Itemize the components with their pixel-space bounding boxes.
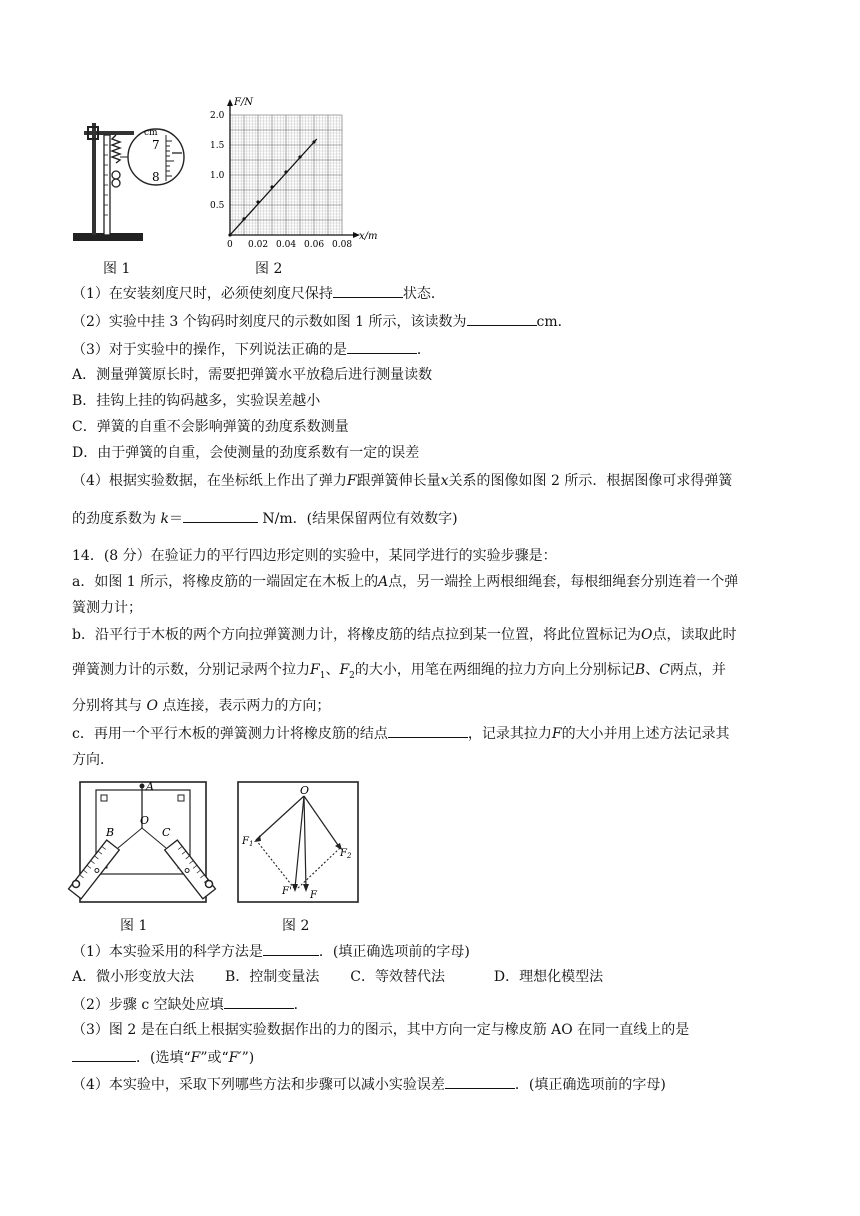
data-point — [256, 200, 259, 203]
answer-blank[interactable] — [467, 311, 537, 326]
force-f1-label: $F_1$ — [242, 836, 254, 848]
q14-step-a-line2: 簧测力计； — [72, 600, 142, 616]
q14-step-b-line3: 分别将其与 O 点连接，表示两力的方向； — [72, 698, 331, 714]
q14-step-c-line1: c．再用一个平行木板的弹簧测力计将橡皮筋的结点 ，记录其拉力F的大小并用上述方法记录其 — [72, 723, 730, 744]
data-point — [270, 185, 273, 188]
force-f-label: F — [310, 890, 317, 901]
answer-blank[interactable] — [263, 941, 319, 956]
answer-blank[interactable] — [224, 994, 294, 1009]
option-b: B．控制变量法 — [225, 969, 320, 985]
q14-sub4: （4）本实验中，采取下列哪些方法和步骤可以减小实验误差 ．(填正确选项前的字母) — [72, 1074, 666, 1095]
q13-part1: （1）在安装刻度尺时，必须使刻度尺保持 状态． — [72, 283, 445, 304]
answer-blank[interactable] — [388, 723, 468, 738]
q14-sub3-line2: ．(选填“F”或“F′”) — [72, 1047, 254, 1068]
data-point — [298, 155, 301, 158]
force-f2-label: $F_2$ — [340, 848, 352, 860]
data-point — [228, 233, 231, 236]
q14-sub1: （1）本实验采用的科学方法是 ．(填正确选项前的字母) — [72, 941, 470, 962]
answer-blank[interactable] — [183, 508, 258, 523]
ruler-tick-label: 7 — [152, 138, 160, 152]
x-tick-label: 0.04 — [276, 240, 297, 250]
y-axis-arrow — [227, 99, 233, 106]
q14-step-c-line2: 方向． — [72, 752, 114, 768]
data-point — [242, 217, 245, 220]
ruler-unit: cm — [144, 128, 158, 138]
point-c-label: C — [162, 826, 171, 839]
y-tick-label: 2.0 — [210, 111, 225, 121]
q14-sub1-options — [72, 967, 603, 987]
q13-option-b: B．挂钩上挂的钩码越多，实验误差越小 — [72, 393, 321, 409]
fig1-caption: 图 1 — [103, 261, 131, 277]
x-tick-label: 0.08 — [332, 240, 353, 250]
option-a: A．微小形变放大法 — [72, 969, 195, 985]
x-tick-label: 0 — [227, 240, 233, 250]
point-a-label: A — [146, 780, 154, 793]
q14-fig2-caption: 图 2 — [282, 918, 310, 934]
q14-step-b-line2: 弹簧测力计的示数，分别记录两个拉力$F_1$、$F_2$的大小，用笔在两细绳的拉力方向上分别标记B、C两点，并 — [72, 662, 726, 681]
q13-part4-line1: （4）根据实验数据，在坐标纸上作出了弹力F跟弹簧伸长量x关系的图像如图 2 所示．根据图像可求得弹簧 — [72, 473, 733, 489]
q13-part3: （3）对于实验中的操作，下列说法正确的是 ． — [72, 339, 431, 360]
ruler-tick-label: 8 — [152, 170, 160, 184]
q14-fig1-caption: 图 1 — [120, 918, 148, 934]
q14-step-b-line1: b．沿平行于木板的两个方向拉弹簧测力计，将橡皮筋的结点拉到某一位置，将此位置标记为O点，读取此时 — [72, 627, 737, 643]
q13-option-a: A．测量弹簧原长时，需要把弹簧水平放稳后进行测量读数 — [72, 367, 433, 383]
answer-blank[interactable] — [445, 1074, 515, 1089]
q14-heading: 14．(8 分）在验证力的平行四边形定则的实验中，某同学进行的实验步骤是： — [72, 548, 557, 564]
y-tick-label: 1.0 — [210, 171, 225, 181]
q13-option-c: C．弹簧的自重不会影响弹簧的劲度系数测量 — [72, 419, 349, 435]
point-b-label: B — [106, 826, 115, 839]
answer-blank[interactable] — [72, 1047, 136, 1062]
point-o-label: O — [300, 784, 310, 797]
q13-part2: （2）实验中挂 3 个钩码时刻度尺的示数如图 1 所示，该读数为 cm． — [72, 311, 572, 332]
fig2-caption: 图 2 — [255, 261, 283, 277]
force-diagram-figure — [236, 780, 360, 905]
y-axis-label: F/N — [234, 97, 254, 108]
x-tick-label: 0.02 — [248, 240, 269, 250]
answer-blank[interactable] — [347, 339, 417, 354]
y-tick-label: 0.5 — [210, 201, 225, 211]
point-o-label: O — [140, 814, 150, 827]
data-point — [312, 140, 315, 143]
force-f-prime-label: F' — [282, 886, 292, 897]
y-tick-label: 1.5 — [210, 141, 225, 151]
f-x-chart — [205, 92, 378, 250]
board-spring-scales-figure — [68, 780, 218, 905]
data-point — [284, 170, 287, 173]
x-tick-label: 0.06 — [304, 240, 325, 250]
option-d: D．理想化模型法 — [493, 969, 604, 985]
option-c: C．等效替代法 — [350, 969, 445, 985]
stand-spring-figure — [70, 105, 190, 245]
q14-sub3-line1: （3）图 2 是在白纸上根据实验数据作出的力的图示，其中方向一定与橡皮筋 AO 在同一直线上的是 — [72, 1022, 690, 1038]
q14-sub2: （2）步骤 c 空缺处应填 ． — [72, 994, 308, 1015]
x-axis-label: x/m — [359, 231, 378, 242]
answer-blank[interactable] — [333, 283, 403, 298]
q13-option-d: D．由于弹簧的自重，会使测量的劲度系数有一定的误差 — [72, 445, 420, 461]
q14-step-a-line1: a．如图 1 所示，将橡皮筋的一端固定在木板上的A点，另一端拴上两根细绳套，每根细绳套分别连着一个弹 — [72, 574, 739, 590]
q13-part4-line2: 的劲度系数为 k＝ N/m．(结果保留两位有效数字) — [72, 508, 458, 529]
